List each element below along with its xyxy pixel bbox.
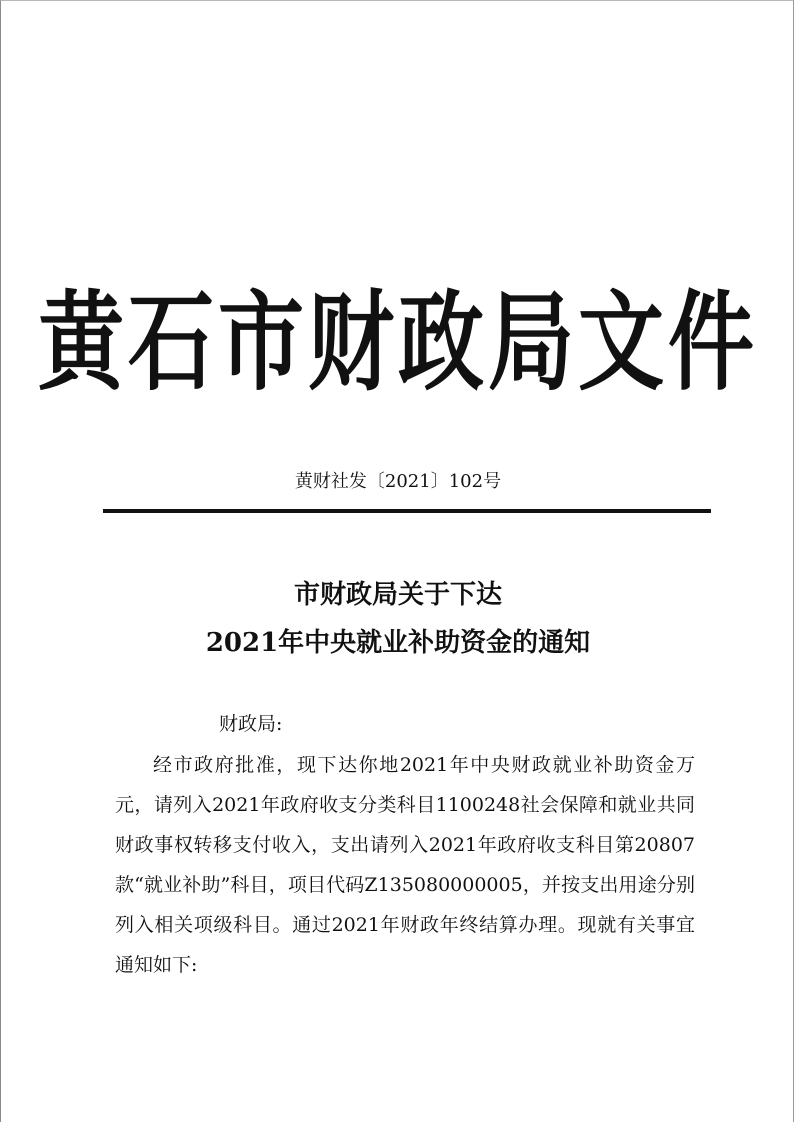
masthead-title: 黄石市财政局文件	[38, 279, 758, 406]
header-divider	[103, 509, 711, 513]
notice-title-line-1: 市财政局关于下达	[293, 580, 502, 610]
document-number: 黄财社发〔2021〕102号	[294, 471, 502, 492]
body-paragraph: 经市政府批准，现下达你地2021年中央财政就业补助资金万元，请列入2021年政府收支分类科目1100248社会保障和就业共同财政事权转移支付收入，支出请列入2021年政府收支科目第20807款“就业补助”科目，项目代码Z135080000005，并按支出用途分别列入相关项级科目。通过2021年财政年终结算办理。现就有关事宜通知如下:	[115, 754, 695, 976]
notice-title-line-2: 2021年中央就业补助资金的通知	[205, 628, 591, 658]
salutation: 财政局:	[219, 713, 283, 735]
